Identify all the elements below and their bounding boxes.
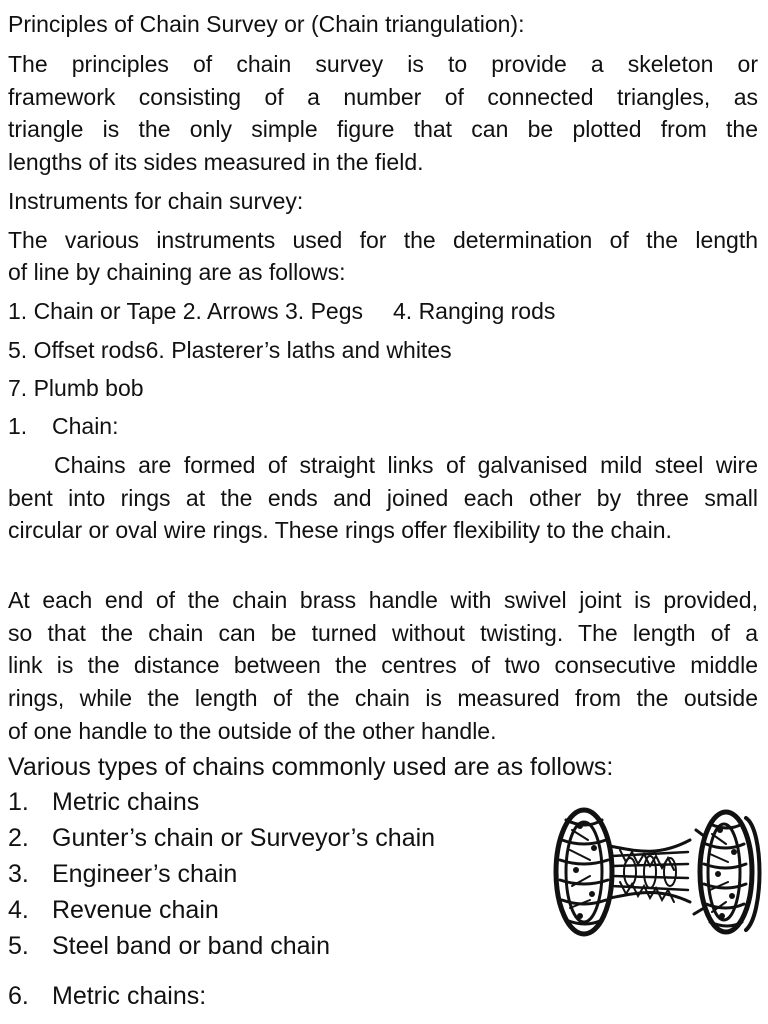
type-item-3: 3. Engineer’s chain	[8, 860, 238, 888]
principle-line-3: triangle is the only simple figure that can be plotted from the	[8, 116, 758, 142]
principle-line-4: lengths of its sides measured in the field.	[8, 149, 424, 175]
chain-para1-line-1: Chains are formed of straight links of galvanised mild steel wire	[54, 452, 758, 478]
chain-para1-line-2: bent into rings at the ends and joined each other by three small	[8, 485, 758, 511]
instruments-heading: Instruments for chain survey:	[8, 188, 304, 214]
principle-line-2: framework consisting of a number of connected triangles, as	[8, 84, 758, 110]
instruments-list-row-3: 7. Plumb bob	[8, 375, 144, 401]
instruments-row-1-part-a: 1. Chain or Tape 2. Arrows 3. Pegs	[8, 298, 363, 324]
instruments-list-row-1	[8, 295, 555, 327]
types-heading: Various types of chains commonly used are as follows:	[8, 753, 614, 781]
chain-section-number: 1.	[8, 413, 28, 439]
type-item-5: 5. Steel band or band chain	[8, 932, 330, 960]
chain-para1-line-3: circular or oval wire rings. These rings offer flexibility to the chain.	[8, 517, 672, 543]
principle-line-1: The principles of chain survey is to provide a skeleton or	[8, 51, 758, 77]
instruments-list-row-2: 5. Offset rods6. Plasterer’s laths and whites	[8, 337, 452, 363]
chain-section-heading	[8, 410, 118, 442]
cutoff-text-line	[8, 1014, 758, 1024]
chain-para2-line-4: rings, while the length of the chain is measured from the outside	[8, 685, 758, 711]
chain-para2-line-3: link is the distance between the centres of two consecutive middle	[8, 652, 758, 678]
type-item-2: 2. Gunter’s chain or Surveyor’s chain	[8, 824, 436, 852]
instruments-intro-line-1: The various instruments used for the determination of the length	[8, 227, 758, 253]
document-page	[8, 0, 760, 1024]
instruments-intro-line-2: of line by chaining are as follows:	[8, 259, 346, 285]
instruments-row-1-part-b: 4. Ranging rods	[393, 298, 556, 324]
chain-para2-line-2: so that the chain can be turned without twisting. The length of a	[8, 620, 758, 646]
metric-chains-heading: 6. Metric chains:	[8, 982, 207, 1010]
chain-section-title: Chain:	[52, 413, 119, 439]
chain-illustration-icon	[550, 790, 762, 956]
type-item-1: 1. Metric chains	[8, 788, 200, 816]
page-heading: Principles of Chain Survey or (Chain triangulation):	[8, 11, 525, 37]
chain-para2-line-5: of one handle to the outside of the other handle.	[8, 718, 497, 744]
chain-para2-line-1: At each end of the chain brass handle with swivel joint is provided,	[8, 587, 758, 613]
type-item-4: 4. Revenue chain	[8, 896, 219, 924]
